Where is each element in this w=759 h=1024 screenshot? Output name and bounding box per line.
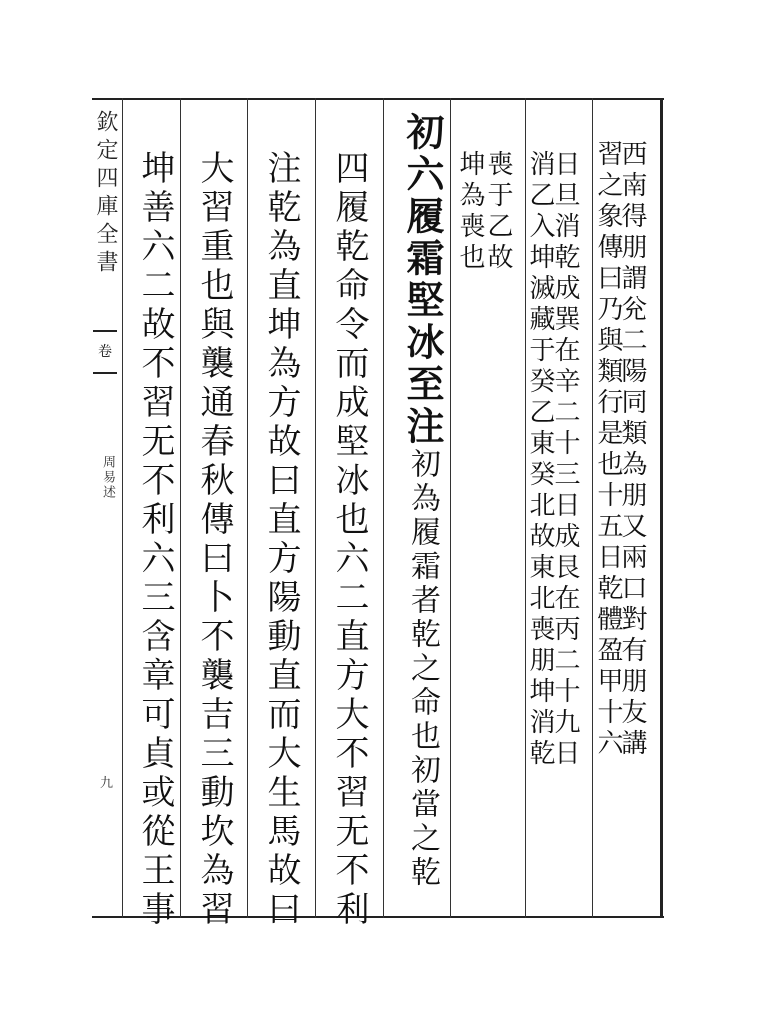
text-column-5: 喪于乙故 (483, 150, 513, 274)
text-column-7 (395, 112, 450, 890)
text-column-11: 坤善六二故不習无不利六三含章可貞或從王事 (135, 150, 175, 930)
column-rule (180, 98, 181, 918)
text-column-2: 習之象傳曰乃與類行是也十五日乾體盈甲十六 (593, 140, 623, 760)
frame-bottom-line (92, 916, 664, 918)
column-rule (247, 98, 248, 918)
text-column-6: 坤為喪也 (455, 150, 485, 274)
heading-initial-six: 初六履霜堅冰至注 (400, 112, 445, 448)
column-rule (122, 98, 123, 918)
commentary-text: 初為履霜者乾之命也初當之乾 (405, 448, 440, 890)
column-rule (450, 98, 451, 918)
margin-page-number: 九 (100, 776, 114, 791)
text-column-8: 四履乾命令而成堅冰也六二直方大不習无不利 (329, 150, 369, 930)
frame-right-line (660, 98, 663, 918)
column-rule (315, 98, 316, 918)
text-column-9: 注乾為直坤為方故曰直方陽動直而大生馬故曰 (261, 150, 301, 930)
text-column-10: 大習重也與襲通春秋傳曰卜不襲吉三動坎為習 (194, 150, 234, 930)
column-rule (383, 98, 384, 918)
margin-fish-tail-mark: 卷 (93, 330, 117, 374)
margin-book-series-title: 欽定四庫全書 (93, 110, 118, 278)
margin-book-title: 周易述 (100, 455, 115, 500)
text-column-3: 日旦消乾成巽在辛二十三日成艮在丙二十九日 (550, 150, 580, 770)
frame-top-line (92, 98, 664, 100)
text-column-4: 消乙入坤滅藏于癸乙東癸北故東北喪朋坤消乾 (525, 150, 555, 770)
text-column-1: 西南得朋謂兊二陽同類為朋又兩口對有朋友講 (617, 140, 647, 760)
